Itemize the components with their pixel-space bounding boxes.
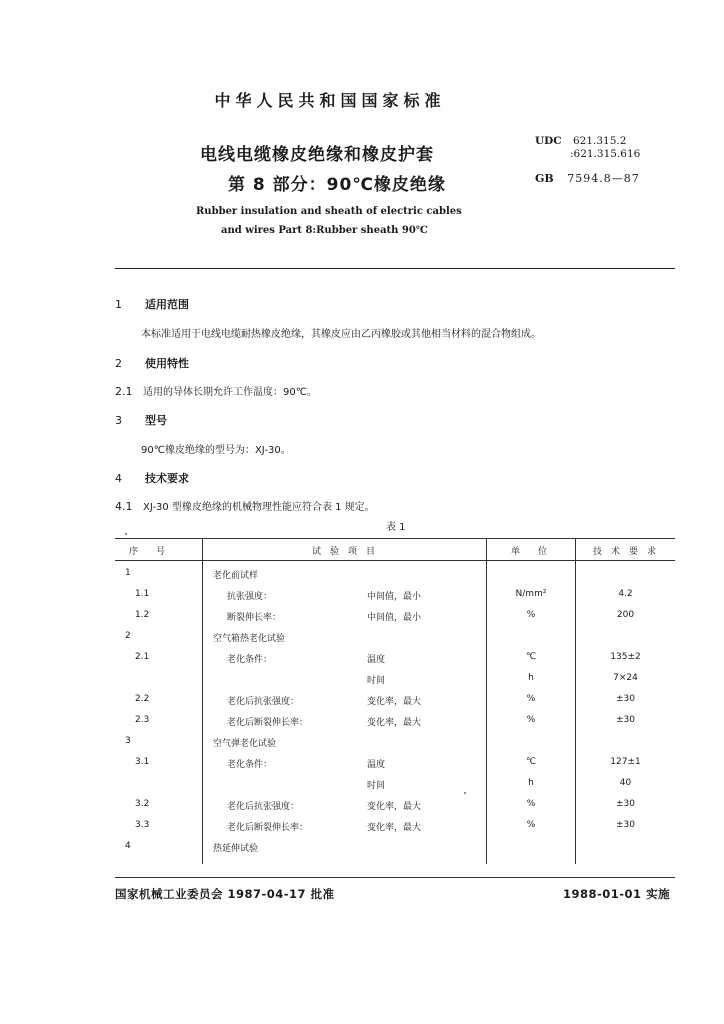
row-unit: N/mm² (515, 589, 547, 599)
table-row (115, 799, 675, 813)
table-1 (115, 538, 675, 864)
row-value: 127±1 (610, 757, 641, 767)
row-item: 空气弹老化试验 (213, 739, 277, 749)
row-condition: 温度 (367, 655, 386, 665)
section-4-1: 4.1 XJ-30 型橡皮绝缘的机械物理性能应符合表 1 规定。 (115, 500, 375, 513)
row-condition: 时间 (367, 676, 386, 686)
section-1-heading: 1 适用范围 (115, 298, 189, 311)
row-item: 空气箱热老化试验 (213, 634, 286, 644)
row-seq: 3.3 (135, 820, 150, 830)
row-condition: 变化率，最大 (367, 697, 422, 707)
row-item: 热延伸试验 (213, 844, 259, 854)
row-value: ±30 (616, 715, 635, 725)
header-requirement: 技 术 要 求 (593, 547, 657, 557)
row-seq: 1 (125, 568, 131, 578)
row-value: ±30 (616, 799, 635, 809)
english-title-line-2: and wires Part 8:Rubber sheath 90℃ (221, 225, 428, 236)
row-seq: 2.3 (135, 715, 150, 725)
row-value: ±30 (616, 820, 635, 830)
udc-label: UDC (535, 135, 562, 147)
table-row (115, 568, 675, 582)
section-2-heading: 2 使用特性 (115, 357, 189, 370)
row-condition: 变化率，最大 (367, 718, 422, 728)
document-title-line-2: 第 8 部分：90℃橡皮绝缘 (228, 175, 446, 195)
table-top-rule (115, 538, 675, 539)
scan-speck (464, 792, 466, 794)
implementation-date: 1988-01-01 实施 (563, 887, 671, 901)
row-value: 135±2 (610, 652, 641, 662)
row-value: ±30 (616, 694, 635, 704)
row-seq: 4 (125, 841, 131, 851)
header-item: 试 验 项 目 (312, 547, 376, 557)
gb-number: 7594.8—87 (567, 172, 640, 185)
row-subitem: 老化后抗张强度： (227, 697, 300, 707)
row-unit: % (526, 820, 536, 830)
udc-value-1: 621.315.2 (572, 135, 627, 147)
table-row (115, 736, 675, 750)
row-seq: 3.2 (135, 799, 150, 809)
table-row (115, 778, 675, 792)
row-value: 4.2 (618, 589, 633, 599)
row-subitem: 老化后抗张强度： (227, 802, 300, 812)
section-4-heading: 4 技术要求 (115, 472, 189, 485)
udc-code (535, 135, 626, 147)
row-condition: 时间 (367, 781, 386, 791)
row-condition: 中间值，最小 (367, 592, 422, 602)
section-3-text: 90℃橡皮绝缘的型号为：XJ-30。 (141, 445, 291, 456)
row-condition: 变化率，最大 (367, 823, 422, 833)
row-seq: 1.2 (135, 610, 150, 620)
scan-speck (125, 533, 127, 535)
table-row (115, 820, 675, 834)
row-unit: h (528, 673, 534, 683)
row-unit: ℃ (525, 757, 537, 767)
udc-value-2: :621.315.616 (570, 148, 641, 160)
section-2-1: 2.1 适用的导体长期允许工作温度：90℃。 (115, 385, 317, 398)
header-unit: 单 位 (511, 547, 548, 557)
row-seq: 2.1 (135, 652, 150, 662)
row-unit: % (526, 799, 536, 809)
section-3-heading: 3 型号 (115, 414, 167, 427)
document-title-line-1: 电线电缆橡皮绝缘和橡皮护套 (200, 145, 434, 165)
table-header-rule (115, 560, 675, 561)
footer-rule (115, 877, 675, 878)
row-subitem: 老化条件： (227, 760, 273, 770)
row-subitem: 断裂伸长率： (227, 613, 282, 623)
row-seq: 2.2 (135, 694, 150, 704)
row-seq: 3 (125, 736, 131, 746)
table-row (115, 694, 675, 708)
row-subitem: 老化后断裂伸长率： (227, 718, 309, 728)
row-unit: h (528, 778, 534, 788)
row-seq: 3.1 (135, 757, 150, 767)
row-seq: 2 (125, 631, 131, 641)
row-unit: ℃ (525, 652, 537, 662)
row-subitem: 抗张强度： (227, 592, 273, 602)
gb-code (535, 172, 640, 185)
row-subitem: 老化条件： (227, 655, 273, 665)
row-unit: % (526, 694, 536, 704)
table-row (115, 841, 675, 855)
table-row (115, 589, 675, 603)
row-value: 7×24 (613, 673, 638, 683)
table-caption: 表 1 (386, 522, 406, 533)
table-row (115, 610, 675, 624)
gb-label: GB (535, 172, 554, 185)
row-subitem: 老化后断裂伸长率： (227, 823, 309, 833)
table-row (115, 757, 675, 771)
row-unit: % (526, 715, 536, 725)
issuing-authority: 中华人民共和国国家标准 (214, 91, 446, 110)
row-condition: 中间值，最小 (367, 613, 422, 623)
row-item: 老化前试样 (213, 571, 259, 581)
english-title-line-1: Rubber insulation and sheath of electric cables (196, 206, 462, 217)
table-row (115, 673, 675, 687)
approval-date: 国家机械工业委员会 1987-04-17 批准 (115, 887, 335, 901)
table-row (115, 652, 675, 666)
table-row (115, 715, 675, 729)
header-divider (115, 268, 675, 269)
row-value: 200 (616, 610, 635, 620)
section-1-text: 本标准适用于电线电缆耐热橡皮绝缘，其橡皮应由乙丙橡胶或其他相当材料的混合物组成。 (141, 329, 541, 340)
row-value: 40 (619, 778, 632, 788)
header-seq: 序 号 (129, 547, 166, 557)
row-condition: 温度 (367, 760, 386, 770)
row-condition: 变化率，最大 (367, 802, 422, 812)
row-unit: % (526, 610, 536, 620)
table-row (115, 631, 675, 645)
row-seq: 1.1 (135, 589, 150, 599)
